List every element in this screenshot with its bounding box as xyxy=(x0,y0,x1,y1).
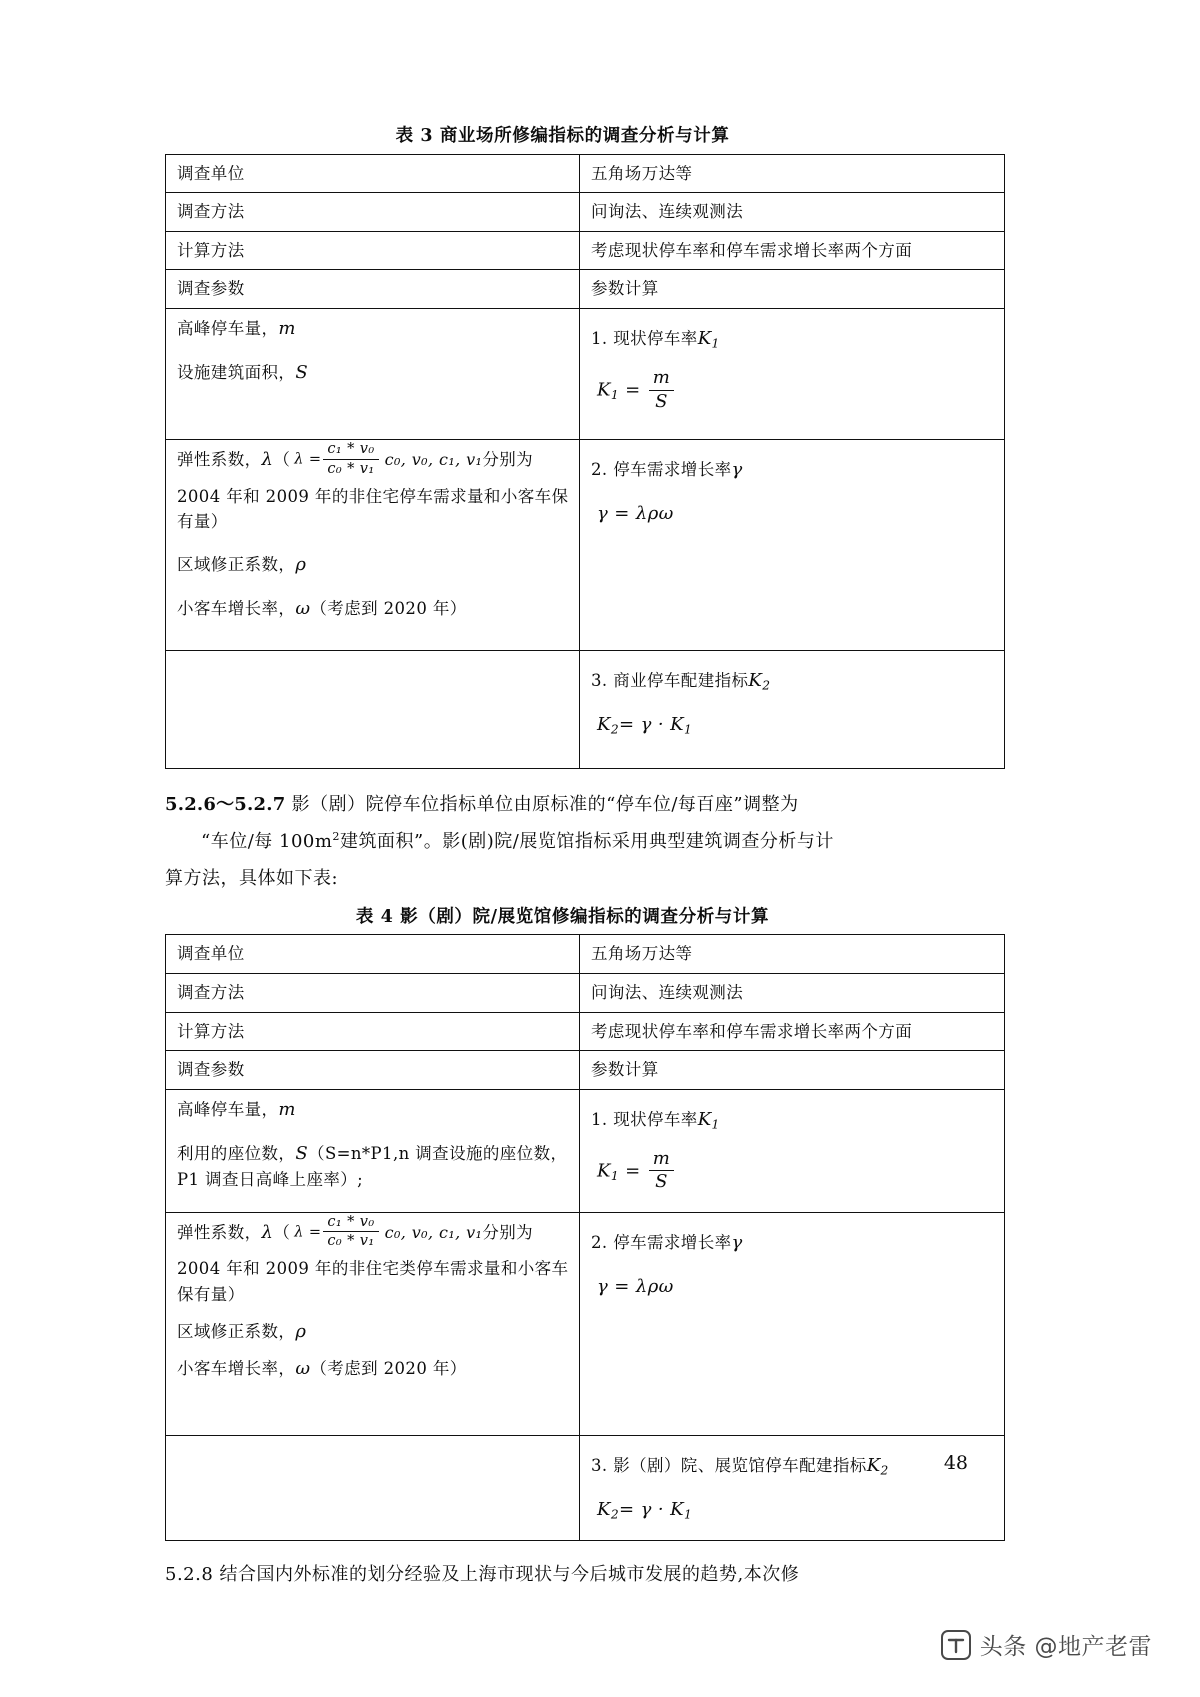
table3-final-right xyxy=(580,651,1005,769)
symbol-variables: c₀, v₀, c₁, v₁ xyxy=(384,1222,483,1242)
table3-cell-value-3: 参数计算 xyxy=(580,270,1005,309)
table4-cell-label-2: 计算方法 xyxy=(166,1012,580,1051)
equation-K2: $K_2= \gamma \cdot K_1$ xyxy=(597,1499,693,1522)
table3-param-area: 设施建筑面积，S xyxy=(177,361,309,383)
table-row xyxy=(166,973,1005,1012)
table4-cell-value-2: 考虑现状停车率和停车需求增长率两个方面 xyxy=(580,1012,1005,1051)
table4-calc3-title: 3. 影（剧）院、展览馆停车配建指标$K_2$ xyxy=(591,1454,889,1478)
table3-caption: 表 3 商业场所修编指标的调查分析与计算 xyxy=(395,126,730,146)
table4-calc1-title: 1. 现状停车率$K_1$ xyxy=(591,1108,720,1132)
table3-calc1-title: 1. 现状停车率$K_1$ xyxy=(591,328,720,351)
equation-gamma: γ = λρω xyxy=(597,1275,674,1297)
symbol-rho: ρ xyxy=(295,1320,307,1342)
table4-param-peak: 高峰停车量，m xyxy=(177,1098,296,1120)
table4-cell-value-3: 参数计算 xyxy=(580,1051,1005,1090)
table4-calc1-equation xyxy=(591,1150,994,1193)
table-row xyxy=(166,935,1005,974)
table3-cell-label-2: 计算方法 xyxy=(166,231,580,270)
paragraph-line-3: 算方法，具体如下表: xyxy=(165,867,339,889)
fraction-m-over-S: $\frac{m}{S}$ xyxy=(649,1149,674,1192)
symbol-m: m xyxy=(278,318,296,339)
table-row xyxy=(166,309,1005,440)
symbol-gamma: γ xyxy=(731,459,743,480)
table4-params-left xyxy=(166,1089,580,1212)
table3-calc3-equation xyxy=(591,711,994,739)
paragraph-line-2: “车位/每 $100m^2$建筑面积”。影(剧)院/展览馆指标采用典型建筑调查分析与计 xyxy=(201,829,834,852)
table4-calc2-title: 2. 停车需求增长率γ xyxy=(591,1231,743,1253)
fraction-m-over-S: $\frac{m}{S}$ xyxy=(649,368,674,411)
equation-K1: $K_1$ = $\frac{m}{S}$ xyxy=(597,369,676,412)
symbol-rho: ρ xyxy=(295,553,307,575)
table4 xyxy=(165,934,1005,1540)
table4-calc3-equation xyxy=(591,1496,994,1524)
symbol-K1: $K_1$ xyxy=(697,328,720,351)
table4-final-left xyxy=(166,1435,580,1540)
equation-K1: $K_1$ = $\frac{m}{S}$ xyxy=(597,1150,676,1193)
table3-params-right xyxy=(580,309,1005,440)
fraction-lambda: $\frac{\text{c₁ * v₀}}{\text{c₀ * v₁}}$ xyxy=(323,1214,378,1249)
table4-elastic-left xyxy=(166,1212,580,1435)
table3-elastic-right xyxy=(580,440,1005,651)
table-row xyxy=(166,1051,1005,1090)
table4-elastic-right xyxy=(580,1212,1005,1435)
table4-final-right xyxy=(580,1435,1005,1540)
table-row xyxy=(166,154,1005,193)
table4-param-seats: 利用的座位数，S（S=n*P1,n 调查设施的座位数，P1 调查日高峰上座率）; xyxy=(177,1142,568,1190)
formula-lambda-definition: λ = $\frac{\text{c₁ * v₀}}{\text{c₀ * v₁}}$ xyxy=(294,442,380,477)
table4-growth-rate: 小客车增长率，ω（考虑到 2020 年） xyxy=(177,1358,467,1380)
table3-elastic-text: 弹性系数，λ（ λ = $\frac{\text{c₁ * v₀}}{\text{c₀ * v₁}}$ c₀, v₀, c₁, v₁分别为 2004 年和 2009 年的非住宅停车需求量和小客车保有量） xyxy=(177,441,569,532)
table4-calc2-equation xyxy=(591,1273,994,1301)
watermark xyxy=(941,1628,1152,1661)
symbol-omega: ω xyxy=(295,597,311,619)
table3-cell-value-0: 五角场万达等 xyxy=(580,154,1005,193)
table4-region-coef: 区域修正系数，ρ xyxy=(177,1320,307,1342)
symbol-omega: ω xyxy=(295,1358,311,1380)
table3-cell-label-3: 调查参数 xyxy=(166,270,580,309)
table3-final-left xyxy=(166,651,580,769)
page-content xyxy=(165,125,960,1593)
table-row xyxy=(166,193,1005,232)
table3-cell-value-2: 考虑现状停车率和停车需求增长率两个方面 xyxy=(580,231,1005,270)
table-row xyxy=(166,231,1005,270)
table4-params-right xyxy=(580,1089,1005,1212)
symbol-K2: $K_2$ xyxy=(866,1454,889,1478)
fraction-lambda: $\frac{\text{c₁ * v₀}}{\text{c₀ * v₁}}$ xyxy=(323,441,378,476)
symbol-m: m xyxy=(278,1098,296,1120)
table4-cell-value-0: 五角场万达等 xyxy=(580,935,1005,974)
paragraph-526-527 xyxy=(165,787,960,898)
section-number: 5.2.6～5.2.7 xyxy=(165,794,286,815)
watermark-text: 头条 @地产老雷 xyxy=(979,1634,1152,1660)
table3-elastic-left xyxy=(166,440,580,651)
unit-superscript: 2 xyxy=(332,829,341,843)
paragraph-528-text: 结合国内外标准的划分经验及上海市现状与今后城市发展的趋势,本次修 xyxy=(219,1563,800,1585)
table3-region-coef: 区域修正系数，ρ xyxy=(177,553,307,575)
table-row xyxy=(166,1012,1005,1051)
table4-cell-label-3: 调查参数 xyxy=(166,1051,580,1090)
table-row xyxy=(166,1435,1005,1540)
table3-calc2-equation xyxy=(591,500,994,528)
table3-cell-value-1: 问询法、连续观测法 xyxy=(580,193,1005,232)
table4-cell-label-0: 调查单位 xyxy=(166,935,580,974)
table3-cell-label-0: 调查单位 xyxy=(166,154,580,193)
table-row xyxy=(166,440,1005,651)
table4-caption: 表 4 影（剧）院/展览馆修编指标的调查分析与计算 xyxy=(355,906,770,927)
table4-elastic-text: 弹性系数，λ（ λ = $\frac{\text{c₁ * v₀}}{\text{c₀ * v₁}}$ c₀, v₀, c₁, v₁分别为 2004 年和 2009 年的非住宅类停车需求量和小客车保有量） xyxy=(177,1214,569,1305)
symbol-K2: $K_2$ xyxy=(748,670,771,693)
symbol-lambda: λ xyxy=(261,1221,274,1243)
table4-cell-value-1: 问询法、连续观测法 xyxy=(580,973,1005,1012)
paragraph-line-1: 5.2.6～5.2.7 影（剧）院停车位指标单位由原标准的“停车位/每百座”调整为 xyxy=(165,794,799,815)
table-row xyxy=(166,651,1005,769)
equation-K2: $K_2= \gamma \cdot K_1$ xyxy=(597,714,693,737)
table3-calc1-equation xyxy=(591,369,994,412)
symbol-K1: $K_1$ xyxy=(697,1108,720,1132)
page-number: 48 xyxy=(943,1452,968,1474)
paragraph-528 xyxy=(165,1557,960,1593)
table3-calc3-title: 3. 商业停车配建指标$K_2$ xyxy=(591,670,771,693)
symbol-S: S xyxy=(295,1142,309,1164)
symbol-S: S xyxy=(295,361,309,383)
table3-params-left xyxy=(166,309,580,440)
equation-gamma: γ = λρω xyxy=(597,502,674,524)
table-row xyxy=(166,1089,1005,1212)
table3-param-peak: 高峰停车量，m xyxy=(177,318,296,339)
table-row xyxy=(166,270,1005,309)
formula-lambda-definition: λ = $\frac{\text{c₁ * v₀}}{\text{c₀ * v₁}}$ xyxy=(294,1215,380,1250)
symbol-gamma: γ xyxy=(731,1231,743,1253)
table-row xyxy=(166,1212,1005,1435)
toutiao-logo-icon xyxy=(941,1630,971,1660)
section-number-528: 5.2.8 xyxy=(165,1563,214,1585)
table3-growth-rate: 小客车增长率，ω（考虑到 2020 年） xyxy=(177,597,467,619)
symbol-lambda: λ xyxy=(261,449,274,470)
table4-cell-label-1: 调查方法 xyxy=(166,973,580,1012)
table3-cell-label-1: 调查方法 xyxy=(166,193,580,232)
symbol-variables: c₀, v₀, c₁, v₁ xyxy=(384,450,483,469)
table3 xyxy=(165,154,1005,769)
table3-calc2-title: 2. 停车需求增长率γ xyxy=(591,459,743,480)
